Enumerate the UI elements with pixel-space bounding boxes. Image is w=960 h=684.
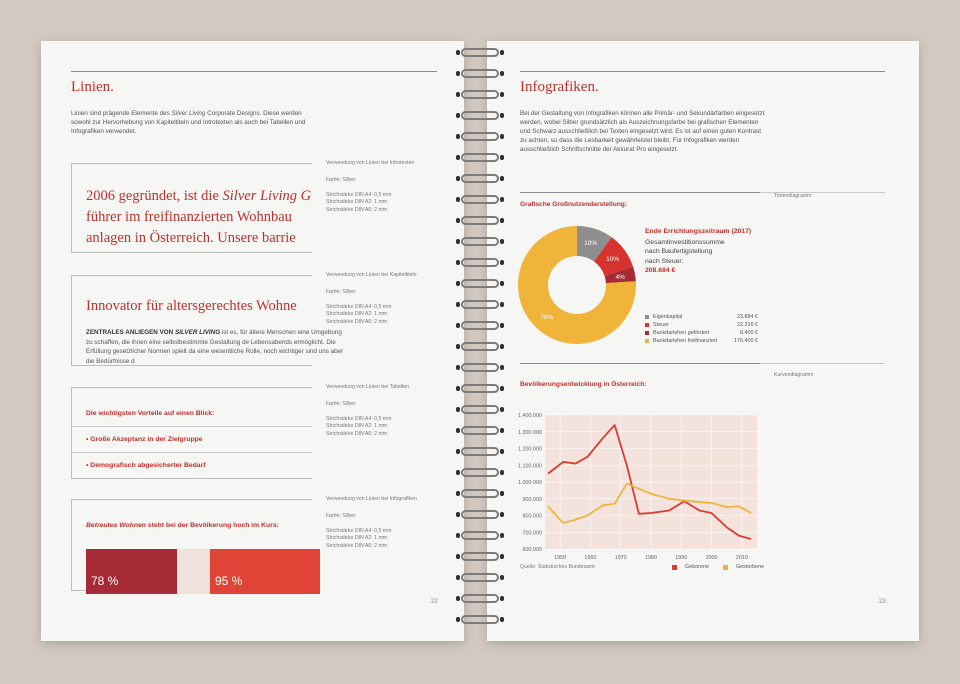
y-tick-label: 1.000.000 [518, 480, 542, 486]
legend-label: Gestorbene [735, 564, 765, 570]
legend-label: Eigenkapital [653, 314, 683, 320]
caption-table: Verwendung von Linien bei Tabellen [326, 384, 409, 390]
left-page [41, 41, 464, 641]
y-tick-label: 1.100.000 [518, 463, 542, 470]
legend-swatch [645, 323, 649, 327]
binding-ring [455, 445, 505, 459]
line-title: Bevölkerungsentwicklung in Österreich: [520, 381, 647, 388]
binding-ring [455, 256, 505, 270]
binding-ring [455, 319, 505, 333]
x-tick-label: 2000 [705, 555, 718, 561]
binding-ring [455, 382, 505, 396]
x-tick-label: 1960 [584, 555, 597, 561]
spec-color-4: Farbe: Silber [326, 513, 356, 519]
binding-ring [455, 109, 505, 123]
bar-95-label: 95 % [215, 574, 243, 588]
donut-chart [517, 225, 637, 345]
legend-row-2 [645, 329, 758, 337]
x-tick-label: 2010 [735, 555, 748, 561]
y-tick-label: 900.000 [522, 496, 542, 503]
legend-swatch [723, 565, 728, 570]
pie-rule [520, 192, 760, 193]
line-legend-item-0 [672, 564, 709, 570]
binding-ring [455, 466, 505, 480]
intro-example: 2006 gegründet, ist die Silver Living G führer im freifinanzierten Wohnbau anlagen in Österreich. Unsere barrie [71, 163, 312, 253]
line-legend-item-1 [723, 564, 764, 570]
legend-label: Steuer [653, 322, 669, 328]
binding-ring [455, 361, 505, 375]
binding-ring [455, 571, 505, 585]
title-rule [71, 71, 437, 72]
caption-infographic: Verwendung von Linien bei Infografiken [326, 496, 417, 502]
intro-text: Linien sind prägende Elemente des Silver Living Corporate Designs. Diese werden sowohl zur Hervorhebung von Kapiteltiteln und Introtexten als auch bei Tabellen und Infografiken verwendet. [71, 110, 306, 135]
chapter-example: Innovator für altersgerechtes Wohne ZENTRALES ANLIEGEN VON SILVER LIVING ist es, für ältere Menschen eine Umgebung zu schaffen, die ihnen eine selbstbestimmte Gestaltung de Lebensabends ermöglicht. Die Erfüllung gesetzlicher Normen spielt da eine wesentliche Rolle, noch wichtiger sind uns aber die Bedürfnisse d [71, 275, 312, 366]
legend-value: 23.884 € [737, 314, 758, 320]
pie-slice-label-0: 10% [584, 240, 598, 248]
binding-ring [455, 298, 505, 312]
binding-ring [455, 214, 505, 228]
binding-ring [455, 193, 505, 207]
page-title-right: Infografiken. [520, 79, 599, 95]
y-tick-label: 1.200.000 [518, 446, 542, 453]
binding-ring [455, 46, 505, 60]
legend-value: 22.316 € [737, 322, 758, 328]
bar-78-label: 78 % [91, 574, 119, 588]
legend-label: Bankdarlehen gefördert [653, 330, 710, 336]
binding-ring [455, 67, 505, 81]
line-legend [672, 564, 778, 572]
pie-legend [645, 313, 758, 345]
pie-slice-label-3: 76% [540, 314, 554, 322]
pie-slice-label-2: 4% [615, 273, 625, 281]
line-rule [520, 363, 760, 364]
table-example: Die wichtigsten Vorteile auf einen Blick: • Große Akzeptanz in der Zielgruppe • Demografisch abgesicherter Bedarf [71, 387, 312, 479]
line-rule-ext [760, 363, 885, 364]
binding-ring [455, 508, 505, 522]
y-tick-label: 1.300.000 [518, 429, 542, 436]
pie-subtext: Gesamtinvestitionssumme nach Baufertigstellung nach Steuer: [645, 239, 725, 265]
line-side-label: Kurvendiagramm [774, 372, 814, 378]
legend-swatch [645, 315, 649, 319]
binding-ring [455, 235, 505, 249]
legend-row-0 [645, 313, 758, 321]
spec-color-2: Farbe: Silber [326, 289, 356, 295]
binding-ring [455, 613, 505, 627]
title-rule-right [520, 71, 885, 72]
chart-source: Quelle: Statistisches Bundesamt [520, 564, 595, 570]
binding-ring [455, 172, 505, 186]
binding-ring [455, 277, 505, 291]
binding-ring [455, 487, 505, 501]
pie-slice-label-1: 10% [606, 256, 620, 264]
spec-lines-1: Strichstärke DIN A4: 0,5 mm Strichstärke DIN A2: 1 mm Strichstärke DIN A0: 2 mm [326, 192, 392, 213]
binding-ring [455, 550, 505, 564]
pie-title: Grafische Großnutzendarstellung: [520, 201, 627, 208]
caption-chapter: Verwendung von Linien bei Kapiteltiteln [326, 272, 417, 278]
pie-heading: Ende Errichtungszeitraum (2017) [645, 228, 752, 235]
legend-value: 8.400 € [740, 330, 758, 336]
spec-color-1: Farbe: Silber [326, 177, 356, 183]
binding-ring [455, 88, 505, 102]
legend-value: 176.400 € [734, 338, 758, 344]
y-tick-label: 700.000 [522, 530, 542, 537]
right-page [487, 41, 919, 641]
binding-ring [455, 529, 505, 543]
legend-swatch [645, 339, 649, 343]
pie-total: 208.684 € [645, 267, 676, 274]
legend-swatch [645, 331, 649, 335]
legend-row-3 [645, 337, 758, 345]
page-number-left: 22 [431, 599, 438, 605]
page-number-right: 23 [879, 599, 886, 605]
pie-side-label: Tortendiagramm [774, 193, 812, 199]
binding-ring [455, 151, 505, 165]
intro-text-right: Bei der Gestaltung von Infografiken können alle Primär- und Sekundärfarben eingesetzt werden, wobei Silber grundsätzlich als Auszeichnungsfarbe bei grafischen Elementen und Schwarz ausschließlich bei Texten eingesetzt wird. Es ist auf einen guten Kontrast zu achten, so dass die Lesbarkeit gewährleistet bleibt. Für Infografiken werden ausschließlich Schriftschnitte der Akkurat Pro eingesetzt. [520, 110, 765, 153]
binding-ring [455, 424, 505, 438]
infographic-example: Betreutes Wohnen steht bei der Bevölkerung hoch im Kurs: 78 % 95 % [71, 499, 312, 591]
spec-lines-2: Strichstärke DIN A4: 0,5 mm Strichstärke DIN A2: 1 mm Strichstärke DIN A0: 2 mm [326, 304, 392, 325]
y-tick-label: 1.400.000 [518, 413, 542, 419]
binding-ring [455, 130, 505, 144]
x-tick-label: 1970 [614, 555, 627, 561]
binding-ring [455, 592, 505, 606]
binding-ring [455, 340, 505, 354]
legend-swatch [672, 565, 677, 570]
spec-color-3: Farbe: Silber [326, 401, 356, 407]
legend-row-1 [645, 321, 758, 329]
legend-label: Geborene [685, 564, 709, 570]
line-chart [507, 407, 763, 571]
legend-label: Bankdarlehen freifinanziert [653, 338, 718, 344]
page-title: Linien. [71, 79, 114, 95]
x-tick-label: 1950 [554, 555, 567, 561]
y-tick-label: 600.000 [522, 547, 542, 553]
spec-lines-4: Strichstärke DIN A4: 0,5 mm Strichstärke DIN A2: 1 mm Strichstärke DIN A0: 2 mm [326, 528, 392, 549]
y-tick-label: 800.000 [522, 513, 542, 520]
caption-intro: Verwendung von Linien bei Introtexten [326, 160, 415, 166]
spec-lines-3: Strichstärke DIN A4: 0,5 mm Strichstärke DIN A2: 1 mm Strichstärke DIN A0: 2 mm [326, 416, 392, 437]
x-tick-label: 1980 [645, 555, 657, 561]
x-tick-label: 1990 [675, 555, 688, 561]
binding-ring [455, 403, 505, 417]
